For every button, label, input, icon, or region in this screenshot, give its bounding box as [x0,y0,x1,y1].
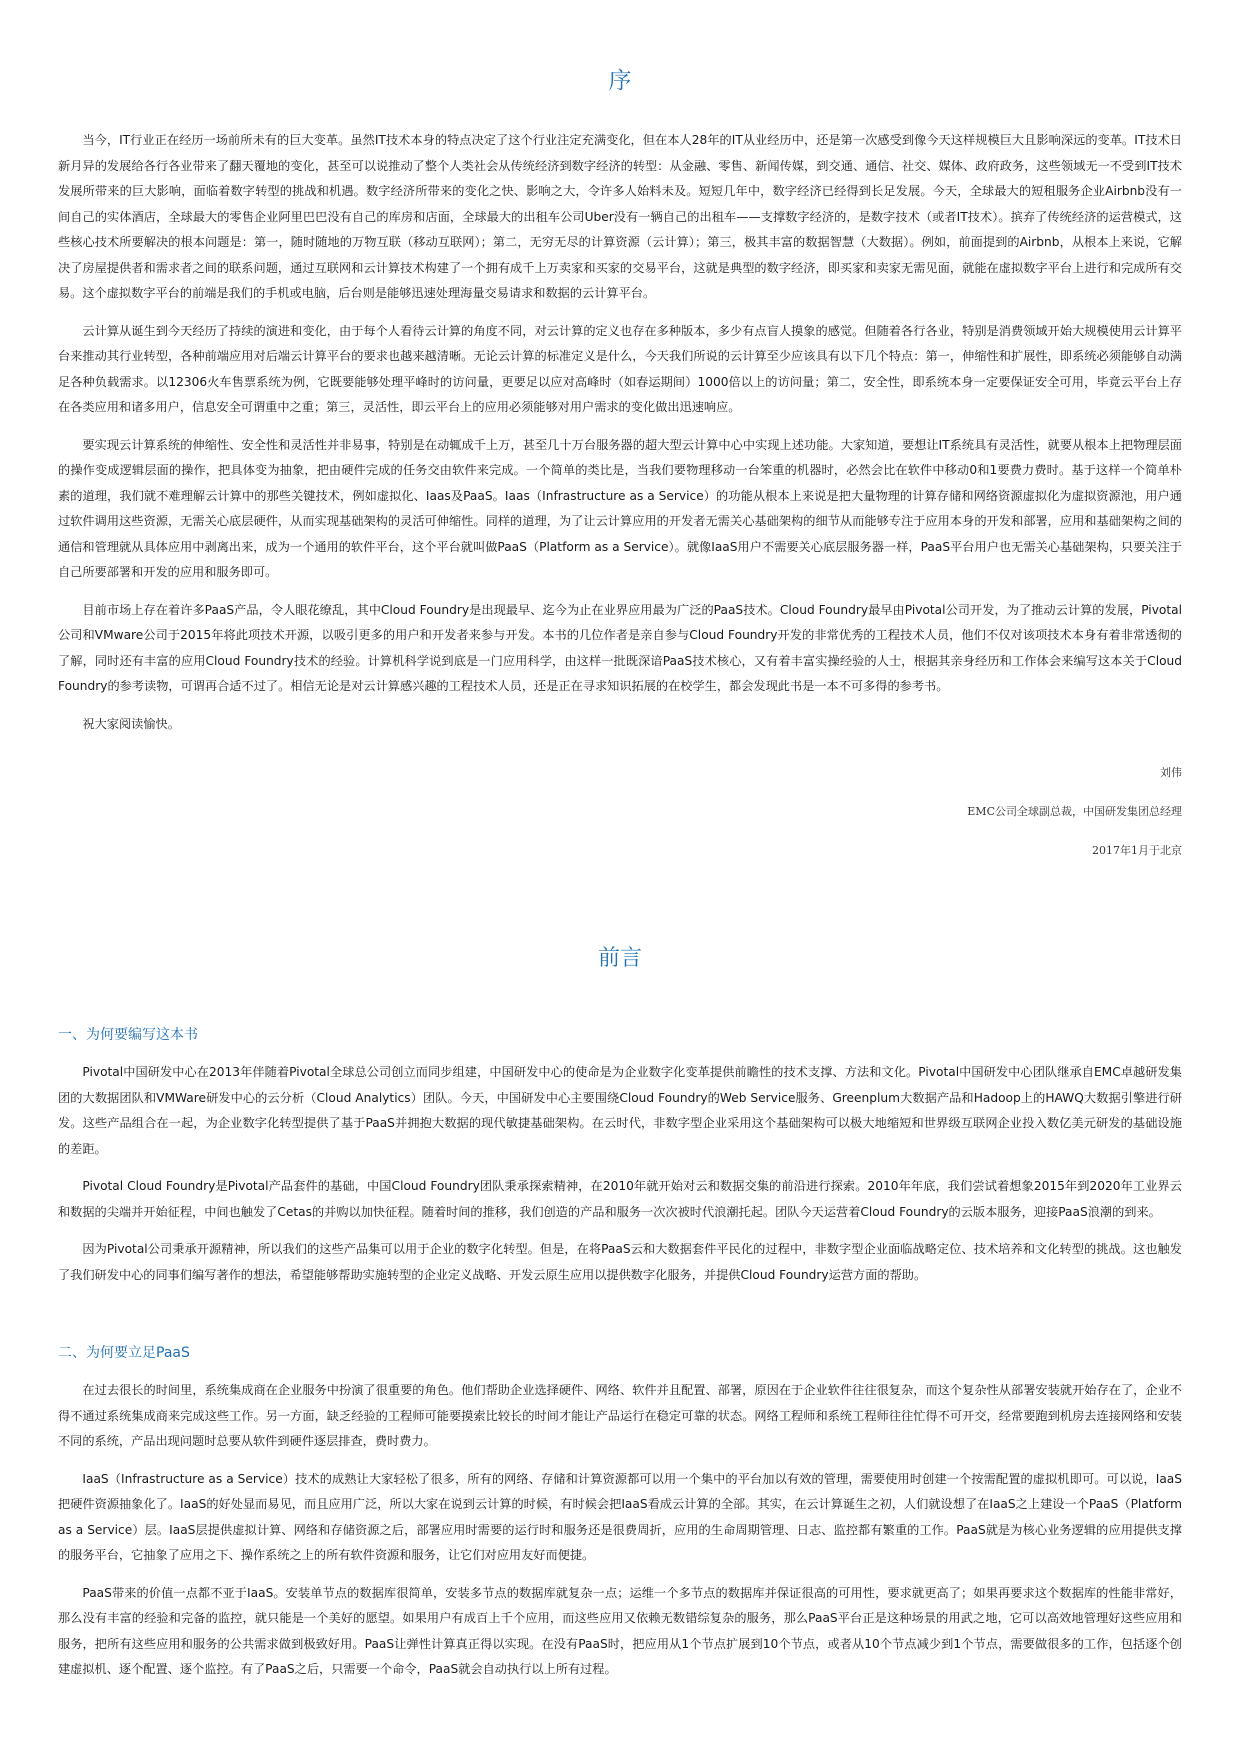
preface-title: 序 [608,68,632,94]
section-1-paragraph-1: Pivotal中国研发中心在2013年伴随着Pivotal全球总公司创立而同步组建，中国研发中心的使命是为企业数字化变革提供前瞻性的技术支撑、方法和文化。Pivotal中国研发中心团队继承自EMC卓越研发集团的大数据团队和VMWare研发中心的云分析（Cloud Analytics）团队。今天，中国研发中心主要围绕Cloud Foundry的Web Service服务、Greenplum大数据产品和Hadoop上的HAWQ大数据引擎进行研发。这些产品组合在一起，为企业数字化转型提供了基于PaaS并拥抱大数据的现代敏捷基础架构。在云时代，非数字型企业采用这个基础架构可以极大地缩短和世界级互联网企业投入数亿美元研发的基础设施的差距。 [58,1065,1182,1156]
signature-position: EMC公司全球副总裁，中国研发集团总经理 [967,805,1182,818]
signature-date: 2017年1月于北京 [1092,844,1182,857]
signature-date-wrap [58,843,1182,859]
preface-closing-wish: 祝大家阅读愉快。 [82,716,180,731]
foreword-section-1 [58,1025,1182,1300]
preface-paragraph-4: 目前市场上存在着许多PaaS产品，令人眼花缭乱，其中Cloud Foundry是出现最早、迄今为止在业界应用最为广泛的PaaS技术。Cloud Foundry最早由Pivotal公司开发，为了推动云计算的发展，Pivotal公司和VMware公司于2015年将此项技术开源，以吸引更多的用户和开发者来参与开发。本书的几位作者是亲自参与Cloud Foundry开发的非常优秀的工程技术人员，他们不仅对该项技术本身有着非常透彻的了解，同时还有丰富的应用Cloud Foundry技术的经验。计算机科学说到底是一门应用科学，由这样一批既深谙PaaS技术核心，又有着丰富实操经验的人士，根据其亲身经历和工作体会来编写这本关于Cloud Foundry的参考读物，可谓再合适不过了。相信无论是对云计算感兴趣的工程技术人员，还是正在寻求知识拓展的在校学生，都会发现此书是一本不可多得的参考书。 [58,602,1182,693]
foreword-section-2 [58,1343,1182,1695]
section-2-paragraph-3: PaaS带来的价值一点都不亚于IaaS。安装单节点的数据库很简单，安装多节点的数据库就复杂一点；运维一个多节点的数据库并保证很高的可用性，要求就更高了；如果再要求这个数据库的性能非常好，那么没有丰富的经验和完备的监控，就只能是一个美好的愿望。如果用户有成百上千个应用，而这些应用又依赖无数错综复杂的服务，那么PaaS平台正是这种场景的用武之地，它可以高效地管理好这些应用和服务，把所有这些应用和服务的公共需求做到极致好用。PaaS让弹性计算真正得以实现。在没有PaaS时，把应用从1个节点扩展到10个节点，或者从10个节点减少到1个节点，需要做很多的工作，包括逐个创建虚拟机、逐个配置、逐个监控。有了PaaS之后，只需要一个命令，PaaS就会自动执行以上所有过程。 [58,1585,1182,1676]
preface-paragraph-1: 当今，IT行业正在经历一场前所未有的巨大变革。虽然IT技术本身的特点决定了这个行业注定充满变化，但在本人28年的IT从业经历中，还是第一次感受到像今天这样规模巨大且影响深远的变革。IT技术日新月异的发展给各行各业带来了翻天覆地的变化，甚至可以说推动了整个人类社会从传统经济到数字经济的转型：从金融、零售、新闻传媒，到交通、通信、社交、媒体、政府政务，这些领域无一不受到IT技术发展所带来的巨大影响，面临着数字转型的挑战和机遇。数字经济所带来的变化之快、影响之大，令许多人始料未及。短短几年中，数字经济已经得到长足发展。今天，全球最大的短租服务企业Airbnb没有一间自己的实体酒店，全球最大的零售企业阿里巴巴没有自己的库房和店面，全球最大的出租车公司Uber没有一辆自己的出租车——支撑数字经济的，是数字技术（或者IT技术）。摈弃了传统经济的运营模式，这些核心技术所要解决的根本问题是：第一，随时随地的万物互联（移动互联网）；第二，无穷无尽的计算资源（云计算）；第三，极其丰富的数据智慧（大数据）。例如，前面提到的Airbnb，从根本上来说，它解决了房屋提供者和需求者之间的联系问题，通过互联网和云计算技术构建了一个拥有成千上万卖家和买家的交易平台，这就是典型的数字经济，即买家和卖家无需见面，就能在虚拟数字平台上进行和完成所有交易。这个虚拟数字平台的前端是我们的手机或电脑，后台则是能够迅速处理海量交易请求和数据的云计算平台。 [58,133,1182,300]
preface-paragraph-2: 云计算从诞生到今天经历了持续的演进和变化，由于每个人看待云计算的角度不同，对云计算的定义也存在多种版本，多少有点盲人摸象的感觉。但随着各行各业，特别是消费领域开始大规模使用云计算平台来推动其行业转型，各种前端应用对后端云计算平台的要求也越来越清晰。无论云计算的标准定义是什么，今天我们所说的云计算至少应该具有以下几个特点：第一，伸缩性和扩展性，即系统必须能够自动满足各种负载需求。以12306火车售票系统为例，它既要能够处理平峰时的访问量，更要足以应对高峰时（如春运期间）1000倍以上的访问量；第二，安全性，即系统本身一定要保证安全可用，毕竟云平台上存在各类应用和诸多用户，信息安全可谓重中之重；第三，灵活性，即云平台上的应用必须能够对用户需求的变化做出迅速响应。 [58,323,1182,414]
preface-body [58,128,1182,737]
section-1-paragraph-2: Pivotal Cloud Foundry是Pivotal产品套件的基础，中国Cloud Foundry团队秉承探索精神，在2010年就开始对云和数据交集的前沿进行探索。2010年年底，我们尝试着想象2015年到2020年工业界云和数据的尖端并开始征程，中间也触发了Cetas的并购以加快征程。随着时间的推移，我们创造的产品和服务一次次被时代浪潮托起。团队今天运营着Cloud Foundry的云版本服务，迎接PaaS浪潮的到来。 [58,1179,1182,1219]
section-2-heading: 二、为何要立足PaaS [58,1345,190,1361]
preface-signature [58,765,1182,781]
section-1-heading: 一、为何要编写这本书 [58,1027,198,1043]
foreword-title: 前言 [597,946,642,971]
signature-name: 刘伟 [1160,766,1182,779]
section-2-paragraph-1: 在过去很长的时间里，系统集成商在企业服务中扮演了很重要的角色。他们帮助企业选择硬件、网络、软件并且配置、部署，原因在于企业软件往往很复杂，而这个复杂性从部署安装就开始存在了，企业不得不通过系统集成商来完成这些工作。另一方面，缺乏经验的工程师可能要摸索比较长的时间才能让产品运行在稳定可靠的状态。网络工程师和系统工程师往往忙得不可开交，经常要跑到机房去连接网络和安装不同的系统，产品出现问题时总要从软件到硬件逐层排查，费时费力。 [58,1383,1182,1448]
section-2-paragraph-2: IaaS（Infrastructure as a Service）技术的成熟让大家轻松了很多，所有的网络、存储和计算资源都可以用一个集中的平台加以有效的管理，需要使用时创建一个按需配置的虚拟机即可。可以说，IaaS把硬件资源抽象化了。IaaS的好处显而易见，而且应用广泛，所以大家在说到云计算的时候，有时候会把IaaS看成云计算的全部。其实，在云计算诞生之初，人们就设想了在IaaS之上建设一个PaaS（Platform as a Service）层。IaaS层提供虚拟计算、网络和存储资源之后，部署应用时需要的运行时和服务还是很费周折，应用的生命周期管理、日志、监控都有繁重的工作。PaaS就是为核心业务逻辑的应用提供支撑的服务平台，它抽象了应用之下、操作系统之上的所有软件资源和服务，让它们对应用友好而便捷。 [58,1471,1182,1562]
section-1-paragraph-3: 因为Pivotal公司秉承开源精神，所以我们的这些产品集可以用于企业的数字化转型。但是，在将PaaS云和大数据套件平民化的过程中，非数字型企业面临战略定位、技术培养和文化转型的挑战。这也触发了我们研发中心的同事们编写著作的想法，希望能够帮助实施转型的企业定义战略、开发云原生应用以提供数字化服务，并提供Cloud Foundry运营方面的帮助。 [58,1242,1182,1282]
signature-position-wrap [58,804,1182,820]
preface-paragraph-3: 要实现云计算系统的伸缩性、安全性和灵活性并非易事，特别是在动辄成千上万，甚至几十万台服务器的超大型云计算中心中实现上述功能。大家知道，要想让IT系统具有灵活性，就要从根本上把物理层面的操作变成逻辑层面的操作，把具体变为抽象，把由硬件完成的任务交由软件来完成。一个简单的类比是，当我们要物理移动一台笨重的机器时，必然会比在软件中移动0和1要费力费时。基于这样一个简单朴素的道理，我们就不难理解云计算中的那些关键技术，例如虚拟化、Iaas及PaaS。Iaas（Infrastructure as a Service）的功能从根本上来说是把大量物理的计算存储和网络资源虚拟化为虚拟资源池，用户通过软件调用这些资源，无需关心底层硬件，从而实现基础架构的灵活可伸缩性。同样的道理，为了让云计算应用的开发者无需关心基础架构的细节从而能够专注于应用本身的开发和部署，应用和基础架构之间的通信和管理就从具体应用中剥离出来，成为一个通用的软件平台，这个平台就叫做PaaS（Platform as a Service）。就像IaaS用户不需要关心底层服务器一样，PaaS平台用户也无需关心基础架构，只要关注于自己所要部署和开发的应用和服务即可。 [58,437,1182,579]
